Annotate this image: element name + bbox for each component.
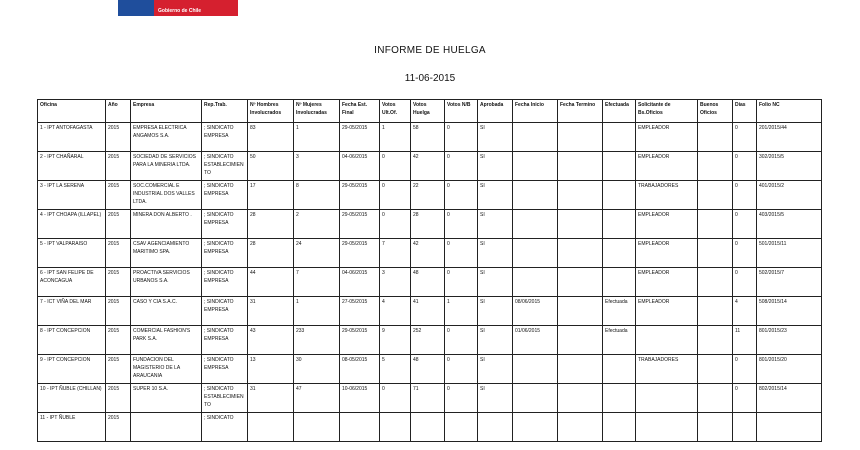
table-cell: 17 xyxy=(248,181,294,210)
table-cell: 29-05/2015 xyxy=(340,326,380,355)
table-cell xyxy=(340,413,380,442)
table-cell: EMPLEADOR xyxy=(636,239,698,268)
table-cell xyxy=(513,384,558,413)
brand-text: Gobierno de Chile xyxy=(158,8,202,14)
table-cell: 0 xyxy=(445,123,478,152)
table-cell: 71 xyxy=(411,384,445,413)
table-cell: SI xyxy=(478,326,513,355)
table-cell xyxy=(248,413,294,442)
table-cell: 0 xyxy=(733,384,757,413)
table-cell xyxy=(603,181,636,210)
table-row xyxy=(38,181,822,210)
table-cell: 2015 xyxy=(106,355,131,384)
table-cell xyxy=(603,239,636,268)
table-header-row xyxy=(38,100,822,123)
table-cell: 8 xyxy=(294,181,340,210)
table-row xyxy=(38,210,822,239)
table-cell: 83 xyxy=(248,123,294,152)
table-cell: 1 xyxy=(294,297,340,326)
table-cell: 22 xyxy=(411,181,445,210)
table-row xyxy=(38,123,822,152)
table-cell: ; SINDICATO EMPRESA xyxy=(202,123,248,152)
column-header: Empresa xyxy=(131,100,202,123)
table-cell: 41 xyxy=(411,297,445,326)
table-cell: 1 xyxy=(294,123,340,152)
table-cell xyxy=(603,384,636,413)
table-cell: 2015 xyxy=(106,152,131,181)
table-cell: 2 xyxy=(294,210,340,239)
table-cell: 3 - IPT LA SERENA xyxy=(38,181,106,210)
column-header: Votos Huelga xyxy=(411,100,445,123)
table-cell: 0 xyxy=(445,384,478,413)
table-cell: 29-05/2015 xyxy=(340,210,380,239)
table-cell: 1 - IPT ANTOFAGASTA xyxy=(38,123,106,152)
table-row xyxy=(38,297,822,326)
table-cell: 9 - IPT CONCEPCION xyxy=(38,355,106,384)
column-header: Efectuada xyxy=(603,100,636,123)
table-cell xyxy=(698,268,733,297)
table-cell: 0 xyxy=(380,384,411,413)
table-cell: 2015 xyxy=(106,210,131,239)
table-row xyxy=(38,152,822,181)
table-cell xyxy=(478,413,513,442)
table-cell xyxy=(698,326,733,355)
strike-report-table xyxy=(37,99,822,442)
column-header: Oficina xyxy=(38,100,106,123)
table-cell: 233 xyxy=(294,326,340,355)
table-cell: ; SINDICATO EMPRESA xyxy=(202,326,248,355)
table-cell: 0 xyxy=(445,181,478,210)
table-cell xyxy=(558,268,603,297)
column-header: Fecha Inicio xyxy=(513,100,558,123)
table-cell: EMPLEADOR xyxy=(636,210,698,239)
table-cell: 58 xyxy=(411,123,445,152)
table-cell: 31 xyxy=(248,384,294,413)
table-cell: 43 xyxy=(248,326,294,355)
table-cell: 802/2015/14 xyxy=(757,384,822,413)
table-cell xyxy=(603,123,636,152)
table-cell: SI xyxy=(478,239,513,268)
table-cell xyxy=(513,355,558,384)
table-cell: SI xyxy=(478,297,513,326)
table-cell: 5 xyxy=(380,355,411,384)
table-cell xyxy=(698,181,733,210)
table-cell xyxy=(698,297,733,326)
table-cell: SI xyxy=(478,152,513,181)
table-cell: ; SINDICATO EMPRESA xyxy=(202,181,248,210)
table-cell xyxy=(603,413,636,442)
column-header: Buenos Oficios xyxy=(698,100,733,123)
table-cell xyxy=(445,413,478,442)
table-cell: ; SINDICATO EMPRESA xyxy=(202,268,248,297)
table-cell xyxy=(558,413,603,442)
table-cell: 10-06/2015 xyxy=(340,384,380,413)
table-cell: 48 xyxy=(411,268,445,297)
table-cell: 4 - IPT CHOAPA (ILLAPEL) xyxy=(38,210,106,239)
column-header: Aprobada xyxy=(478,100,513,123)
table-cell: 8 - IPT CONCEPCION xyxy=(38,326,106,355)
table-cell: ; SINDICATO EMPRESA xyxy=(202,355,248,384)
table-cell: 0 xyxy=(733,239,757,268)
table-cell: 29-05/2015 xyxy=(340,181,380,210)
table-body xyxy=(38,123,822,442)
logo-blue-block xyxy=(118,0,154,16)
table-cell: ; SINDICATO ESTABLECIMIENTO xyxy=(202,384,248,413)
table-cell xyxy=(558,152,603,181)
table-cell: 47 xyxy=(294,384,340,413)
table-cell xyxy=(757,413,822,442)
column-header: Días xyxy=(733,100,757,123)
table-row xyxy=(38,384,822,413)
table-cell: 403/2015/5 xyxy=(757,210,822,239)
table-row xyxy=(38,326,822,355)
table-cell: 302/2015/5 xyxy=(757,152,822,181)
table-cell xyxy=(636,413,698,442)
table-cell: SI xyxy=(478,210,513,239)
column-header: Fecha Termino xyxy=(558,100,603,123)
table-cell: 04-06/2015 xyxy=(340,152,380,181)
table-cell: 30 xyxy=(294,355,340,384)
table-cell: 2015 xyxy=(106,268,131,297)
table-cell: 0 xyxy=(380,181,411,210)
table-cell xyxy=(636,384,698,413)
table-cell: 508/2015/14 xyxy=(757,297,822,326)
table-cell: 4 xyxy=(733,297,757,326)
table-cell: SI xyxy=(478,268,513,297)
table-cell xyxy=(513,239,558,268)
table-cell: 29-05/2015 xyxy=(340,239,380,268)
table-cell: 4 xyxy=(380,297,411,326)
table-cell xyxy=(513,210,558,239)
table-cell: TRABAJADORES xyxy=(636,181,698,210)
table-cell xyxy=(698,384,733,413)
column-header: Año xyxy=(106,100,131,123)
column-header: Solicitante de Bs.Oficios xyxy=(636,100,698,123)
logo-red-block xyxy=(154,0,238,16)
report-date: 11-06-2015 xyxy=(404,73,456,84)
table-cell: 2015 xyxy=(106,123,131,152)
table-cell: 501/2015/11 xyxy=(757,239,822,268)
table-cell: SUPER 10 S.A. xyxy=(131,384,202,413)
table-cell: 201/2015/44 xyxy=(757,123,822,152)
table-cell xyxy=(294,413,340,442)
table-cell: 24 xyxy=(294,239,340,268)
table-cell: EMPLEADOR xyxy=(636,297,698,326)
table-cell: 44 xyxy=(248,268,294,297)
table-cell xyxy=(380,413,411,442)
table-cell: 0 xyxy=(733,355,757,384)
table-cell: 9 xyxy=(380,326,411,355)
table-cell xyxy=(733,413,757,442)
table-cell: 28 xyxy=(248,239,294,268)
table-cell: 252 xyxy=(411,326,445,355)
table-cell: 42 xyxy=(411,239,445,268)
table-cell xyxy=(636,326,698,355)
table-cell: 2015 xyxy=(106,413,131,442)
table-cell: 0 xyxy=(445,239,478,268)
table-cell: 7 - ICT VIÑA DEL MAR xyxy=(38,297,106,326)
table-row xyxy=(38,355,822,384)
table-cell: EMPLEADOR xyxy=(636,123,698,152)
table-cell: 7 xyxy=(380,239,411,268)
table-cell: 27-05/2015 xyxy=(340,297,380,326)
column-header: Nº Mujeres Involucradas xyxy=(294,100,340,123)
column-header: Folio NC xyxy=(757,100,822,123)
table-cell xyxy=(698,355,733,384)
table-cell: ; SINDICATO EMPRESA xyxy=(202,210,248,239)
table-cell: SOC.COMERCIAL E INDUSTRIAL DOS VALLES LTDA. xyxy=(131,181,202,210)
report-title: INFORME DE HUELGA xyxy=(374,45,486,56)
column-header: Fecha Est. Final xyxy=(340,100,380,123)
table-cell xyxy=(513,181,558,210)
table-cell: 01/06/2015 xyxy=(513,326,558,355)
table-cell: 0 xyxy=(445,268,478,297)
table-cell xyxy=(411,413,445,442)
table-cell: 0 xyxy=(733,210,757,239)
table-cell: ; SINDICATO xyxy=(202,413,248,442)
table-cell xyxy=(558,297,603,326)
table-cell xyxy=(603,268,636,297)
table-cell xyxy=(698,123,733,152)
table-cell: 0 xyxy=(733,268,757,297)
table-cell: 0 xyxy=(380,210,411,239)
table-cell: FUNDACION DEL MAGISTERIO DE LA ARAUCANIA xyxy=(131,355,202,384)
table-cell: CSAV AGENCIAMIENTO MARITIMO SPA. xyxy=(131,239,202,268)
government-logo xyxy=(118,0,238,16)
table-cell xyxy=(558,210,603,239)
table-row xyxy=(38,268,822,297)
table-cell xyxy=(558,123,603,152)
table-cell: COMERCIAL FASHION'S PARK S.A. xyxy=(131,326,202,355)
table-cell: PROACTIVA SERVICIOS URBANOS S.A. xyxy=(131,268,202,297)
table-cell xyxy=(558,384,603,413)
table-cell xyxy=(513,123,558,152)
table-cell xyxy=(698,413,733,442)
table-cell: 28 xyxy=(411,210,445,239)
table-cell xyxy=(513,268,558,297)
table-cell: EMPLEADOR xyxy=(636,268,698,297)
table-cell: 11 - IPT ÑUBLE xyxy=(38,413,106,442)
column-header: Nº Hombres Involucrados xyxy=(248,100,294,123)
table-cell: 48 xyxy=(411,355,445,384)
table-cell: 0 xyxy=(380,152,411,181)
table-cell: 1 xyxy=(445,297,478,326)
table-cell: 3 xyxy=(294,152,340,181)
table-cell: 7 xyxy=(294,268,340,297)
table-cell: SI xyxy=(478,123,513,152)
table-cell: SI xyxy=(478,181,513,210)
table-cell xyxy=(513,413,558,442)
table-cell: 3 xyxy=(380,268,411,297)
table-cell: 1 xyxy=(380,123,411,152)
table-cell: SI xyxy=(478,384,513,413)
table-cell: 42 xyxy=(411,152,445,181)
table-cell: 0 xyxy=(445,326,478,355)
table-cell: 0 xyxy=(733,152,757,181)
table-row xyxy=(38,413,822,442)
table-cell xyxy=(698,210,733,239)
table-cell: 2 - IPT CHAÑARAL xyxy=(38,152,106,181)
table-cell: 502/2015/7 xyxy=(757,268,822,297)
table-cell: ; SINDICATO EMPRESA xyxy=(202,239,248,268)
table-cell: 2015 xyxy=(106,297,131,326)
table-cell: 2015 xyxy=(106,181,131,210)
table-cell: Efectuada xyxy=(603,326,636,355)
column-header: Votos Ult.Of. xyxy=(380,100,411,123)
table-cell: 08/06/2015 xyxy=(513,297,558,326)
table-cell xyxy=(603,152,636,181)
table-cell: 0 xyxy=(445,355,478,384)
table-cell xyxy=(558,355,603,384)
table-cell: 13 xyxy=(248,355,294,384)
table-cell: 0 xyxy=(733,123,757,152)
table-cell: CASO Y CIA S.A.C. xyxy=(131,297,202,326)
table-cell: 31 xyxy=(248,297,294,326)
table-cell: 11 xyxy=(733,326,757,355)
table-cell: 08-05/2015 xyxy=(340,355,380,384)
table-cell: 0 xyxy=(445,210,478,239)
table-row xyxy=(38,239,822,268)
table-cell xyxy=(603,355,636,384)
table-cell: EMPLEADOR xyxy=(636,152,698,181)
table-cell: ; SINDICATO EMPRESA xyxy=(202,297,248,326)
table-cell: 29-05/2015 xyxy=(340,123,380,152)
table-cell: 6 - IPT SAN FELIPE DE ACONCAGUA xyxy=(38,268,106,297)
table-cell: SI xyxy=(478,355,513,384)
table-cell xyxy=(698,152,733,181)
table-cell: 801/2015/23 xyxy=(757,326,822,355)
table-cell: EMPRESA ELECTRICA ANGAMOS S.A. xyxy=(131,123,202,152)
table-cell: 0 xyxy=(733,181,757,210)
table-cell: 10 - IPT ÑUBLE (CHILLAN) xyxy=(38,384,106,413)
table-cell: TRABAJADORES xyxy=(636,355,698,384)
table-cell: 401/2015/2 xyxy=(757,181,822,210)
table-cell xyxy=(558,181,603,210)
table-cell: SOCIEDAD DE SERVICIOS PARA LA MINERIA LTDA. xyxy=(131,152,202,181)
table-cell xyxy=(131,413,202,442)
table-cell: ; SINDICATO ESTABLECIMIENTO xyxy=(202,152,248,181)
table-cell xyxy=(558,326,603,355)
table-cell: 5 - IPT VALPARAISO xyxy=(38,239,106,268)
table-cell: 2015 xyxy=(106,384,131,413)
table-cell: 50 xyxy=(248,152,294,181)
column-header: Votos N/B xyxy=(445,100,478,123)
table-cell: 0 xyxy=(445,152,478,181)
table-cell: 2015 xyxy=(106,239,131,268)
table-cell: Efectuada xyxy=(603,297,636,326)
table-cell xyxy=(513,152,558,181)
table-cell: 2015 xyxy=(106,326,131,355)
table-cell: 04-06/2015 xyxy=(340,268,380,297)
table-cell xyxy=(698,239,733,268)
table-cell: 28 xyxy=(248,210,294,239)
table-cell xyxy=(558,239,603,268)
table-cell: 801/2015/20 xyxy=(757,355,822,384)
column-header: Rep.Trab. xyxy=(202,100,248,123)
table-cell: MINERA DON ALBERTO . xyxy=(131,210,202,239)
table-cell xyxy=(603,210,636,239)
